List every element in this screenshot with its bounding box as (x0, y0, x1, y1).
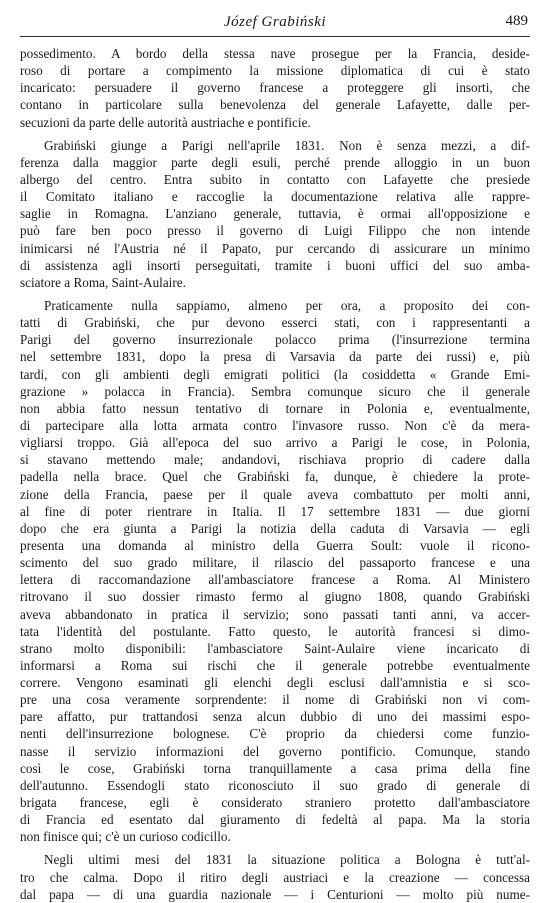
text-line: non abbia fatto nessun tentativo di tornare in Polonia e, eventualmente, (20, 400, 530, 416)
text-line: brigata francese, egli è considerato straniero protetto dall'ambasciatore (20, 795, 530, 811)
text-line: padella nella brace. Quel che Grabiński fa, dunque, è chiedere la prote- (20, 469, 530, 485)
text-line: Negli ultimi mesi del 1831 la situazione politica a Bologna è tutt'al- (44, 852, 530, 868)
page-number: 489 (505, 13, 528, 29)
text-line: incaricato: persuadere il governo francese a proteggere gli insorti, che (20, 80, 530, 96)
text-line: non finisce qui; c'è un curioso codicillo. (20, 829, 231, 845)
text-line: grazione » polacca in Francia). Sembra comunque sicuro che il generale (20, 383, 530, 399)
text-line: aveva abbandonato in pratica il servizio; sono passati tanti anni, va accer- (20, 606, 530, 622)
text-line: di partecipare alla lotta armata contro l'invasore russo. Non c'è da mera- (20, 417, 530, 433)
paragraph (20, 45, 530, 131)
text-line: strano molto disponibili: l'ambasciatore Saint-Aulaire viene incaricato di (20, 640, 530, 656)
text-line: dopo che era giunta a Parigi la notizia della caduta di Varsavia — egli (20, 520, 530, 536)
text-line: inimicarsi né l'Austria né il Papato, pur cercando di assicurare un minimo (20, 240, 530, 256)
text-line: nasse il servizio informazioni del governo pontificio. Comunque, stando (20, 743, 530, 759)
text-line: Praticamente nulla sappiamo, almeno per ora, a proposito dei con- (44, 297, 530, 313)
text-line: albergo del centro. Entra subito in contatto con Lafayette che presiede (20, 171, 530, 187)
text-line: dell'autunno. Essendogli stato riconosciuto il suo grado di generale di (20, 777, 530, 793)
text-line: Parigi del governo insurrezionale polacco prima (l'insurrezione termina (20, 332, 530, 348)
text-line: scimento del suo grado militare, il rilascio del passaporto francese e una (20, 555, 530, 571)
text-line: secuzioni da parte delle autorità austriache e pontificie. (20, 114, 311, 130)
text-line: ritrovano il suo dossier rimasto fermo al giugno 1808, quando Grabiński (20, 589, 530, 605)
text-line: tro che calma. Dopo il ritiro degli austriaci e la creazione — concessa (20, 869, 530, 885)
text-line: si stavano mettendo male; andandovi, rischiava proprio di cadere dalla (20, 452, 530, 468)
body-text (20, 45, 530, 903)
text-line: presenta una domanda al ministro della Guerra Soult: vuole il ricono- (20, 537, 530, 553)
text-line: pre una cosa veramente sorprendente: il nome di Grabiński non vi com- (20, 692, 530, 708)
text-line: lettera di raccomandazione all'ambasciatore francese a Roma. Al Ministero (20, 572, 530, 588)
text-line: ferenza dalla maggior parte degli esuli, perché prende alloggio in un buon (20, 154, 530, 170)
text-line: correre. Vengono esaminati gli elenchi degli esclusi dall'amnistia e si sco- (20, 675, 530, 691)
text-line: tatti di Grabiński, che pur devono esserci stati, con i rappresentanti a (20, 315, 530, 331)
text-line: sciatore a Roma, Saint-Aulaire. (20, 274, 186, 290)
running-header (20, 12, 530, 37)
text-line: possedimento. A bordo della stessa nave prosegue per la Francia, deside- (20, 46, 530, 61)
text-line: può fare ben poco presso il governo di Luigi Filippo che non intende (20, 223, 530, 239)
paragraph (20, 137, 530, 291)
running-title: Józef Grabiński (223, 14, 327, 30)
text-line: Grabiński giunge a Parigi nell'aprile 1831. Non è senza mezzi, a dif- (44, 137, 530, 153)
paragraph (20, 297, 530, 846)
text-line: nenti dell'insurrezione bolognese. C'è proprio da chiedersi come funzio- (20, 726, 530, 742)
text-line: così le cose, Grabiński torna tranquillamente a casa prima della fine (20, 760, 530, 776)
text-line: il Comitato italiano e raccoglie la documentazione relativa alle rappre- (20, 189, 530, 205)
text-line: saglie in Romagna. L'anziano generale, tuttavia, è ormai all'opposizione e (20, 206, 530, 222)
text-line: di assistenza agli insorti perseguitati, tramite i buoni uffici del suo amba- (20, 257, 530, 273)
text-line: tata l'identità del postulante. Fatto questo, le autorità francesi si dimo- (20, 623, 530, 639)
text-line: informarsi a Roma sui rischi che il generale potrebbe eventualmente (20, 657, 530, 673)
text-line: nel settembre 1831, dopo la presa di Varsavia da parte dei russi) e, più (20, 349, 530, 365)
text-line: vigliarsi troppo. Già all'epoca del suo arrivo a Parigi le cose, in Polonia, (20, 435, 530, 451)
text-line: al fine di poter rientrare in Italia. Il 17 settembre 1831 — due giorni (20, 503, 530, 519)
text-line: dal papa — di una guardia nazionale — i Centurioni — molto più nume- (20, 886, 530, 902)
text-line: roso di portare a compimento la missione diplomatica di cui è stato (20, 63, 530, 79)
book-page (20, 12, 530, 903)
text-line: contano in particolare sulla benevolenza del generale Lafayette, dalle per- (20, 97, 530, 113)
text-line: tardi, con gli ambienti degli emigrati politici (la cosiddetta « Grande Emi- (20, 366, 530, 382)
text-line: pare affatto, pur trattandosi senza alcun dubbio di uno dei massimi espo- (20, 709, 530, 725)
text-line: zione della Francia, paese per il quale aveva combattuto per molti anni, (20, 486, 530, 502)
text-line: di Francia ed esentato dal giuramento di fedeltà al papa. Ma la storia (20, 812, 530, 828)
paragraph (20, 851, 530, 902)
